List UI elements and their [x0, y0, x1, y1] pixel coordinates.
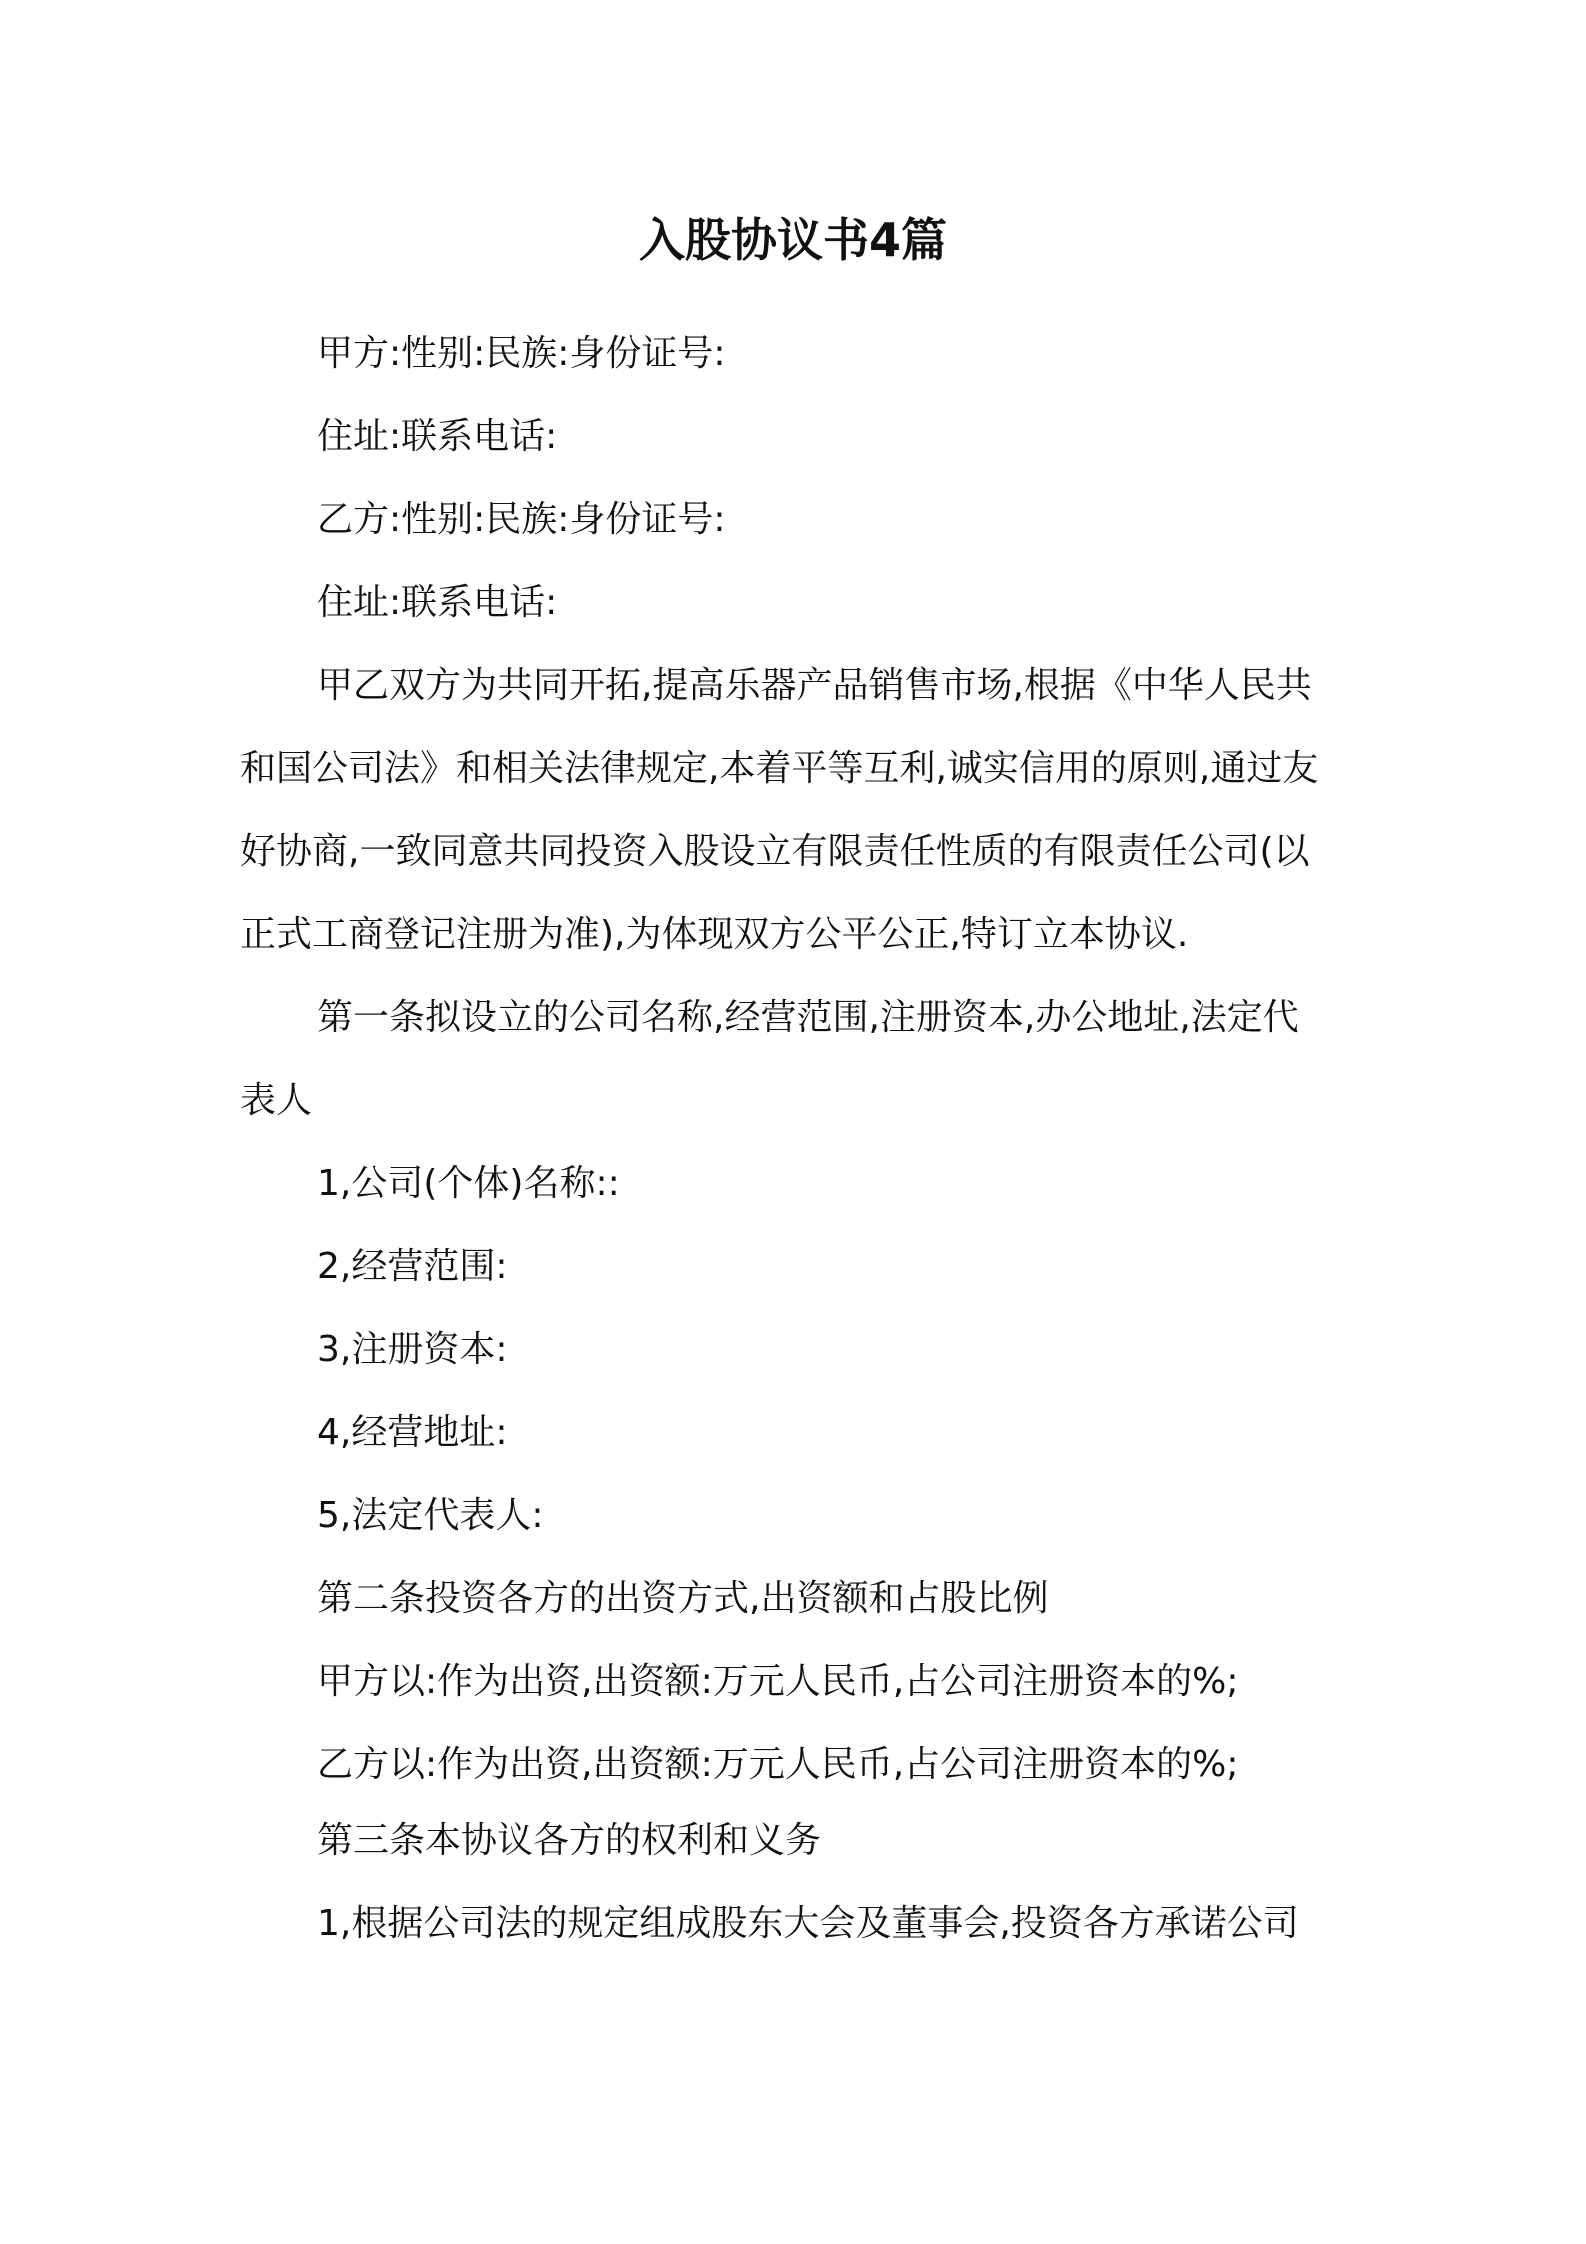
article-3-heading: 第三条本协议各方的权利和义务 — [317, 1820, 822, 1861]
article-3-item-1: 1,根据公司法的规定组成股东大会及董事会,投资各方承诺公司 — [317, 1903, 1299, 1944]
party-a-info-line: 甲方:性别:民族:身份证号: — [317, 333, 726, 374]
preamble-line-2: 和国公司法》和相关法律规定,本着平等互利,诚实信用的原则,通过友 — [240, 748, 1319, 789]
article-1-heading-line-1: 第一条拟设立的公司名称,经营范围,注册资本,办公地址,法定代 — [317, 997, 1299, 1038]
article-2-party-b: 乙方以:作为出资,出资额:万元人民币,占公司注册资本的%; — [317, 1744, 1239, 1785]
article-1-heading-line-2: 表人 — [240, 1080, 313, 1121]
party-a-address-line: 住址:联系电话: — [317, 416, 558, 457]
preamble-line-4: 正式工商登记注册为准),为体现双方公平公正,特订立本协议. — [240, 914, 1189, 955]
article-2-heading: 第二条投资各方的出资方式,出资额和占股比例 — [317, 1578, 1049, 1619]
document-title: 入股协议书4篇 — [638, 213, 947, 267]
article-1-item-4: 4,经营地址: — [317, 1412, 508, 1453]
preamble-line-1: 甲乙双方为共同开拓,提高乐器产品销售市场,根据《中华人民共 — [317, 665, 1312, 706]
party-b-address-line: 住址:联系电话: — [317, 582, 558, 623]
article-1-item-2: 2,经营范围: — [317, 1246, 508, 1287]
article-2-party-a: 甲方以:作为出资,出资额:万元人民币,占公司注册资本的%; — [317, 1661, 1239, 1702]
article-1-item-1: 1,公司(个体)名称:: — [317, 1163, 620, 1204]
preamble-line-3: 好协商,一致同意共同投资入股设立有限责任性质的有限责任公司(以 — [240, 831, 1310, 872]
article-1-item-3: 3,注册资本: — [317, 1329, 508, 1370]
article-1-item-5: 5,法定代表人: — [317, 1495, 544, 1536]
party-b-info-line: 乙方:性别:民族:身份证号: — [317, 499, 726, 540]
